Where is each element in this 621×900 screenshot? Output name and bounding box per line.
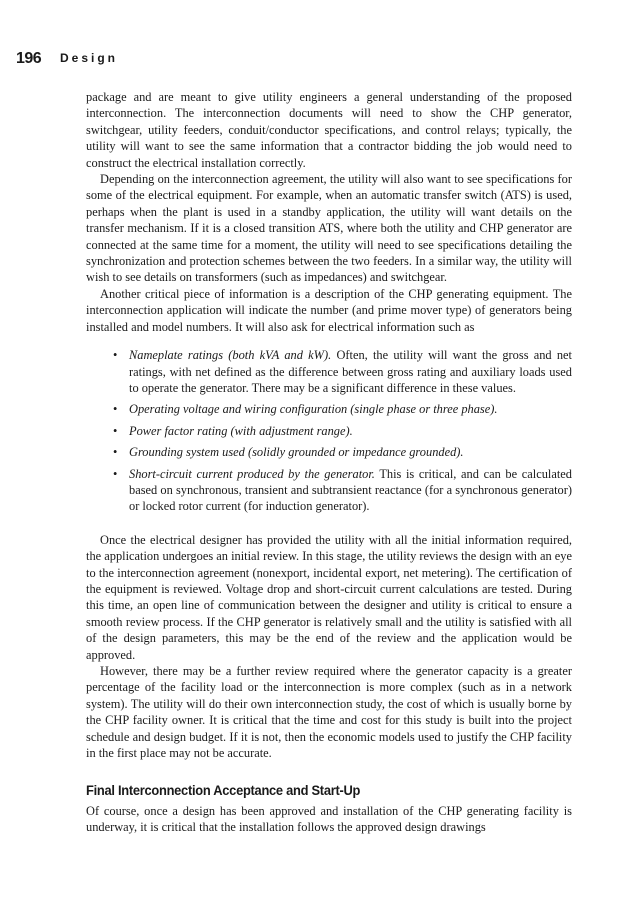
bullet-text: Often, the utility will want the gross and net ratings, with net defined as the difference between gross rating and auxiliary loads used to operate the generator. There may be a significant difference in these values.: [129, 348, 572, 395]
bullet-lead: Nameplate ratings (both kVA and kW).: [129, 348, 332, 363]
page-body: [86, 89, 572, 836]
page-number: 196: [16, 50, 42, 67]
running-head: Design: [60, 51, 119, 65]
list-item: [113, 466, 572, 515]
paragraph-2: Depending on the interconnection agreement, the utility will also want to see specifications for some of the electrical equipment. For example, when an automatic transfer switch (ATS) is used, perhaps when the plant is used in a standby application, the utility will want details on the transfer mechanism. If it is a closed transition ATS, where both the utility and CHP generator are connected at the same time for a moment, the utility will need to see specifications detailing the synchronization and protection schemes between the two feeders. In a similar way, the utility will wish to see details on transformers (such as impedances) and switchgear.: [86, 172, 572, 285]
bullet-marker: •: [113, 466, 118, 481]
bullet-list: [86, 347, 572, 515]
list-item: [113, 423, 572, 439]
list-item: [113, 401, 572, 417]
bullet-lead: Operating voltage and wiring configuration (single phase or three phase).: [129, 402, 498, 417]
section-heading: Final Interconnection Acceptance and Start-Up: [86, 782, 361, 799]
bullet-lead: Grounding system used (solidly grounded or impedance grounded).: [129, 445, 464, 460]
bullet-marker: •: [113, 402, 118, 417]
paragraph-5: However, there may be a further review required where the generator capacity is a greater percentage of the facility load or the interconnection is more complex (such as in a network system). The utility will do their own interconnection study, the cost of which is usually borne by the CHP facility owner. It is critical that the time and cost for this study is built into the project schedule and design budget. If it is not, then the economic models used to justify the CHP facility in the first place may not be accurate.: [86, 664, 572, 761]
paragraph-3: Another critical piece of information is a description of the CHP generating equipment. The interconnection application will indicate the number (and prime mover type) of generators being installed and model numbers. It will also ask for electrical information such as: [86, 286, 572, 334]
paragraph-4: Once the electrical designer has provided the utility with all the initial information required, the application undergoes an initial review. In this stage, the utility reviews the design with an eye to the interconnection agreement (nonexport, incidental export, net metering). The certification of the equipment is reviewed. Voltage drop and short-circuit current calculations are tested. During this time, an open line of communication between the designer and utility is critical to ensure a smooth review process. If the CHP generator is relatively small and the utility is satisfied with all of the design parameters, this may be the end of the review and the application would be approved.: [86, 532, 572, 662]
paragraph-1: package and are meant to give utility engineers a general understanding of the proposed interconnection. The interconnection documents will need to show the CHP generator, switchgear, utility feeders, conduit/conductor specifications, and control relays; typically, the utility will want to see the same information that a contractor bidding the job would need to construct the electrical installation correctly.: [86, 90, 572, 170]
bullet-marker: •: [113, 348, 118, 363]
bullet-marker: •: [113, 423, 118, 438]
bullet-marker: •: [113, 445, 118, 460]
list-item: [113, 444, 572, 460]
paragraph-6: Of course, once a design has been approved and installation of the CHP generating facility is underway, it is critical that the installation follows the approved design drawings: [86, 803, 572, 835]
bullet-lead: Power factor rating (with adjustment range).: [129, 423, 353, 438]
bullet-text: This is critical, and can be calculated based on synchronous, transient and subtransient reactance (for a synchronous generator) or locked rotor current (for induction generator).: [129, 466, 572, 514]
bullet-lead: Short-circuit current produced by the generator.: [129, 466, 375, 481]
list-item: [113, 347, 572, 396]
